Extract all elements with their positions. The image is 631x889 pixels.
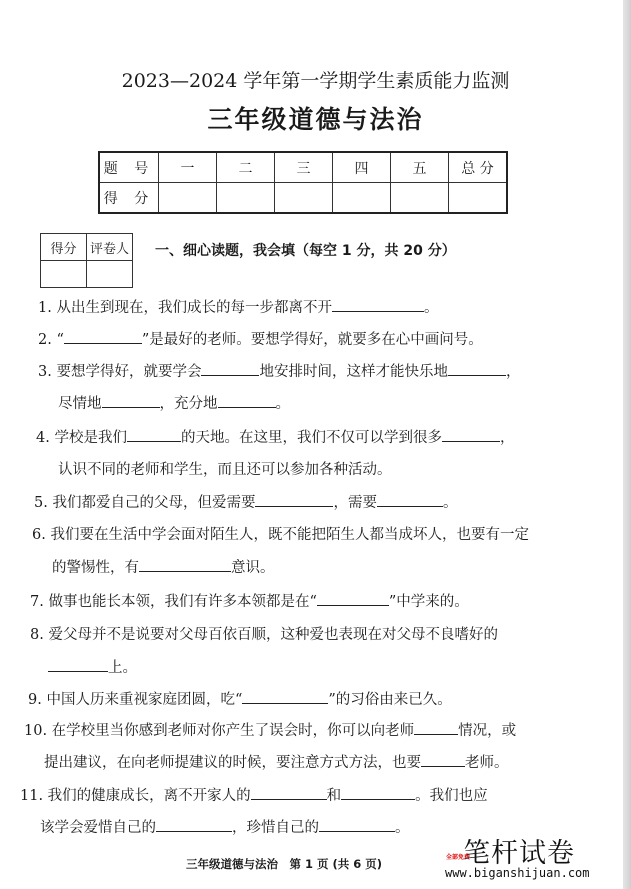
question-number: 1. [38,300,52,316]
answer-blank[interactable] [201,361,259,376]
question-text: ”的习俗由来已久。 [328,692,452,708]
grader-name-label: 评卷人 [87,234,133,261]
grader-score-cell [41,261,87,288]
watermark-tag: 全部免费 [446,854,471,861]
grader-box [40,233,133,288]
watermark-url: www.biganshijuan.com [445,866,590,880]
grader-score-label: 得分 [41,234,87,261]
answer-blank[interactable] [48,657,108,672]
question-text: 我们的健康成长，离不开家人的 [47,788,251,804]
question-1 [38,296,438,317]
question-6-line2 [52,556,275,577]
question-text: 的警惕性，有 [52,560,139,576]
col-total: 总 分 [449,152,508,183]
answer-blank[interactable] [127,427,181,442]
score-row-header: 得 分 [99,183,159,214]
question-text: 的天地。在这里，我们不仅可以学到很多 [180,430,442,446]
question-text: 上。 [108,660,137,676]
question-number: 5. [34,495,48,511]
question-11-line2 [40,816,410,837]
question-11 [20,784,488,805]
answer-blank[interactable] [341,785,415,800]
question-text: 我们要在生活中学会面对陌生人，既不能把陌生人都当成坏人，也要有一定 [50,527,529,543]
question-number-header: 题 号 [99,152,159,183]
col-5: 五 [391,152,449,183]
page-footer: 三年级道德与法治 第 1 页 (共 6 页) [186,857,383,871]
question-text: 。 [423,300,439,316]
answer-blank[interactable] [332,297,424,312]
col-3: 三 [275,152,333,183]
answer-blank[interactable] [319,817,395,832]
question-2 [38,328,483,349]
question-number: 3. [38,364,52,380]
question-number: 8. [30,627,44,643]
watermark-brand: 笔杆试卷 [463,838,575,869]
question-4 [36,426,514,447]
answer-blank[interactable] [156,817,232,832]
question-text: 爱父母并不是说要对父母百依百顺，这种爱也表现在对父母不良嗜好的 [48,627,498,643]
score-cell [159,183,217,214]
question-text: 。我们也应 [415,788,488,804]
question-7 [30,590,469,611]
score-cell [449,183,508,214]
answer-blank[interactable] [242,689,328,704]
question-text: ， [505,364,521,380]
answer-blank[interactable] [442,427,500,442]
question-text: 。 [442,495,458,511]
score-cell [275,183,333,214]
grader-name-cell [87,261,133,288]
question-3 [38,360,520,381]
question-text: 我们都爱自己的父母，但爱需要 [52,495,256,511]
question-text: 老师。 [465,755,509,771]
question-text: 做事也能长本领，我们有许多本领都是在“ [48,594,317,610]
col-1: 一 [159,152,217,183]
exam-title: 2023—2024 学年第一学期学生素质能力监测 [121,70,510,92]
answer-blank[interactable] [377,492,443,507]
answer-blank[interactable] [102,393,160,408]
question-number: 11. [20,788,44,804]
question-text: 情况，或 [458,723,517,739]
answer-blank[interactable] [255,492,333,507]
question-text: 在学校里当你感到老师对你产生了误会时，你可以向老师 [51,723,415,739]
col-4: 四 [333,152,391,183]
score-cell [333,183,391,214]
question-text: 中国人历来重视家庭团圆，吃“ [46,692,243,708]
answer-blank[interactable] [218,393,276,408]
question-number: 7. [30,594,44,610]
question-text: ， [499,430,515,446]
question-text: “ [56,332,64,348]
question-text: 和 [326,788,342,804]
question-5 [34,491,457,512]
question-text: 学校是我们 [54,430,127,446]
question-3-line2 [58,392,290,413]
question-text: 从出生到现在，我们成长的每一步都离不开 [56,300,332,316]
answer-blank[interactable] [421,752,465,767]
answer-blank[interactable] [251,785,327,800]
question-text: ，珍惜自己的 [232,820,319,836]
question-number: 6. [32,527,46,543]
score-cell [391,183,449,214]
answer-blank[interactable] [414,720,458,735]
question-number: 2. [38,332,52,348]
question-8-line2 [48,656,137,677]
col-2: 二 [217,152,275,183]
question-text: 地安排时间，这样才能快乐地 [259,364,448,380]
question-number: 9. [28,692,42,708]
subject-title: 三年级道德与法治 [207,105,424,134]
answer-blank[interactable] [317,591,389,606]
section-title: 一、细心读题，我会填（每空 1 分，共 20 分） [155,243,456,259]
question-text: ，需要 [333,495,377,511]
question-text: 要想学得好，就要学会 [56,364,202,380]
question-text: 提出建议，在向老师提建议的时候，要注意方式方法，也要 [44,755,421,771]
question-10-line2 [44,751,509,772]
answer-blank[interactable] [448,361,506,376]
question-6 [32,523,529,544]
answer-blank[interactable] [139,557,231,572]
question-number: 10. [24,723,48,739]
question-text: ，充分地 [159,396,218,412]
score-cell [217,183,275,214]
answer-blank[interactable] [64,329,142,344]
question-text: 尽情地 [58,396,102,412]
question-10 [24,719,516,740]
question-8 [30,623,498,644]
question-text: ”中学来的。 [388,594,469,610]
question-text: 认识不同的老师和学生，而且还可以参加各种活动。 [58,462,392,478]
score-table [98,151,508,214]
question-text: 该学会爱惜自己的 [40,820,156,836]
question-text: 意识。 [231,560,275,576]
question-number: 4. [36,430,50,446]
question-4-line2 [58,458,392,479]
question-9 [28,688,452,709]
question-text: 。 [395,820,410,836]
question-text: 。 [275,396,290,412]
question-text: ”是最好的老师。要想学得好，就要多在心中画问号。 [141,332,483,348]
